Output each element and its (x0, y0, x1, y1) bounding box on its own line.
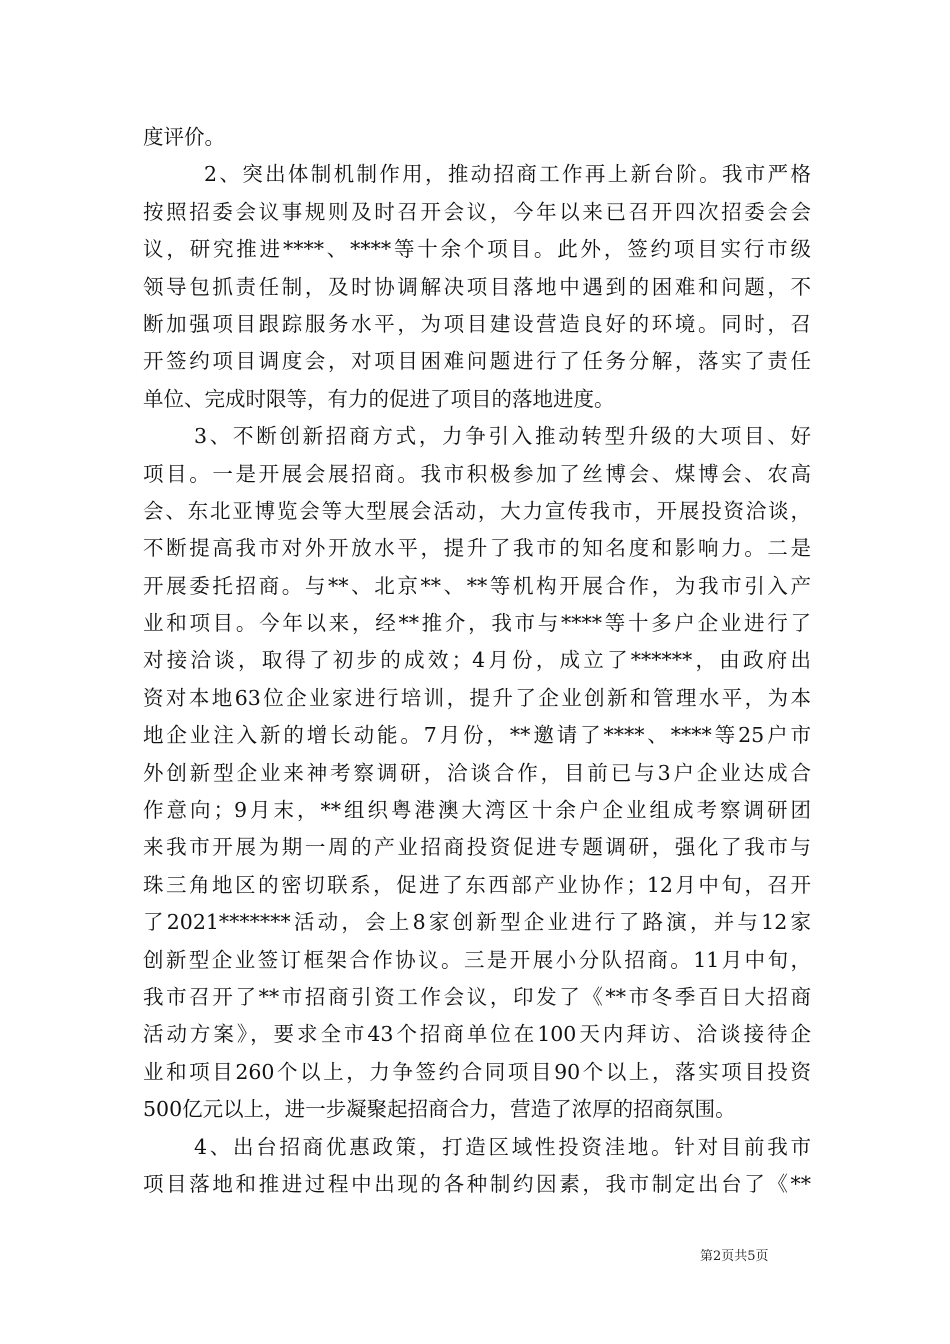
text-line: 活动方案》，要求全市43个招商单位在100天内拜访、洽谈接待企 (143, 1022, 811, 1047)
text-line: 开签约项目调度会，对项目困难问题进行了任务分解，落实了责任 (143, 349, 811, 374)
text-line: 按照招委会议事规则及时召开会议，今年以来已召开四次招委会会 (143, 199, 811, 224)
text-line: 会、东北亚博览会等大型展会活动，大力宣传我市，开展投资洽谈， (143, 498, 811, 523)
paragraph-2-start: 2、突出体制机制作用，推动招商工作再上新台阶。我市严格 (204, 162, 811, 187)
text-line: 项目。一是开展会展招商。我市积极参加了丝博会、煤博会、农高 (143, 461, 811, 486)
text-line: 断加强项目跟踪服务水平，为项目建设营造良好的环境。同时，召 (143, 311, 811, 336)
text-line: 业和项目260个以上，力争签约合同项目90个以上，落实项目投资 (143, 1059, 811, 1084)
text-line: 来我市开展为期一周的产业招商投资促进专题调研，强化了我市与 (143, 835, 811, 860)
text-line: 业和项目。今年以来，经**推介，我市与****等十多户企业进行了 (143, 611, 811, 636)
text-line: 地企业注入新的增长动能。7月份，**邀请了****、****等25户市 (143, 723, 811, 748)
body-text (143, 119, 811, 1203)
text-line: 单位、完成时限等，有力的促进了项目的落地进度。 (143, 386, 615, 411)
text-line: 领导包抓责任制，及时协调解决项目落地中遇到的困难和问题，不 (143, 274, 811, 299)
text-line: 度评价。 (143, 125, 225, 149)
text-line: 资对本地63位企业家进行培训，提升了企业创新和管理水平，为本 (143, 685, 811, 710)
text-line: 开展委托招商。与**、北京**、**等机构开展合作，为我市引入产 (143, 573, 811, 598)
text-line: 珠三角地区的密切联系，促进了东西部产业协作；12月中旬，召开 (143, 872, 811, 897)
text-line: 作意向；9月末，**组织粤港澳大湾区十余户企业组成考察调研团 (143, 798, 811, 823)
page-number: 第2页共5页 (700, 1249, 769, 1264)
text-line: 项目落地和推进过程中出现的各种制约因素，我市制定出台了《** (143, 1171, 811, 1196)
text-line: 对接洽谈，取得了初步的成效；4月份，成立了******，由政府出 (143, 648, 811, 673)
text-line: 了2021*******活动，会上8家创新型企业进行了路演，并与12家 (143, 910, 811, 935)
text-line: 外创新型企业来神考察调研，洽谈合作，目前已与3户企业达成合 (143, 760, 811, 785)
text-line: 我市召开了**市招商引资工作会议，印发了《**市冬季百日大招商 (143, 984, 811, 1009)
text-line: 议，研究推进****、****等十余个项目。此外，签约项目实行市级 (143, 237, 811, 262)
paragraph-4-start: 4、出台招商优惠政策，打造区域性投资洼地。针对目前我市 (194, 1134, 811, 1159)
text-line: 不断提高我市对外开放水平，提升了我市的知名度和影响力。二是 (143, 536, 811, 561)
text-line: 500亿元以上，进一步凝聚起招商合力，营造了浓厚的招商氛围。 (143, 1097, 736, 1122)
text-line: 创新型企业签订框架合作协议。三是开展小分队招商。11月中旬， (143, 947, 811, 972)
paragraph-3-start: 3、不断创新招商方式，力争引入推动转型升级的大项目、好 (194, 424, 811, 449)
